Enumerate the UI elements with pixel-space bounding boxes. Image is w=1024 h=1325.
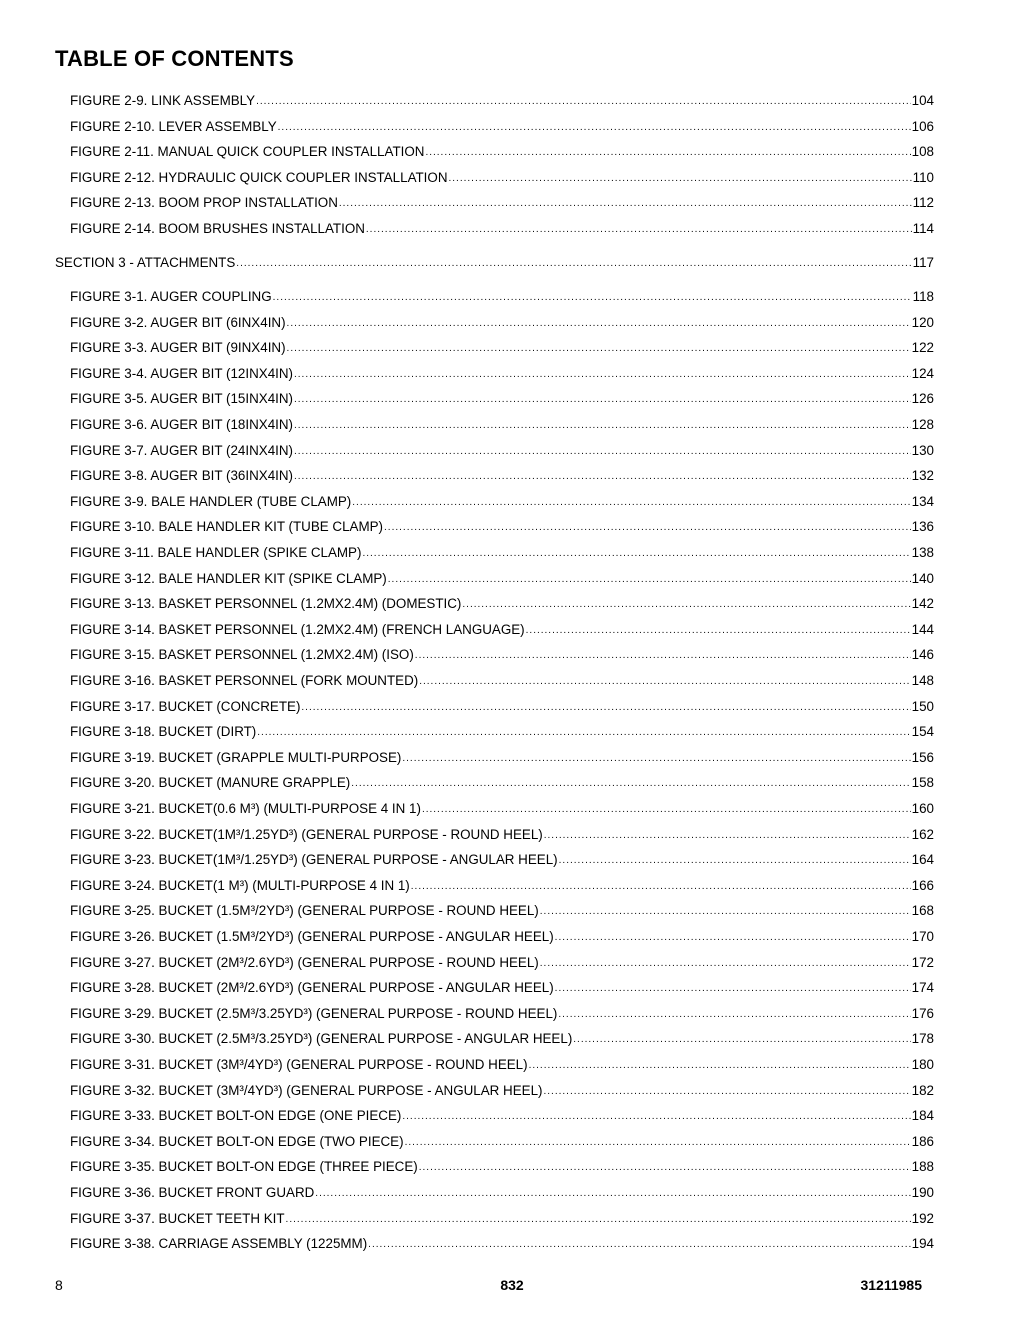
toc-entry-page: 140 — [911, 570, 934, 586]
dot-leader — [555, 928, 911, 946]
dot-leader — [278, 118, 911, 136]
toc-entry-label: FIGURE 3-26. BUCKET (1.5M³/2YD³) (GENERAL PURPOSE - ANGULAR HEEL) — [70, 929, 554, 944]
toc-entry[interactable] — [70, 877, 934, 895]
toc-entry-label: FIGURE 3-2. AUGER BIT (6INX4IN) — [70, 314, 286, 330]
toc-entry-page: 108 — [911, 144, 934, 160]
dot-leader — [540, 954, 911, 972]
page-title: TABLE OF CONTENTS — [55, 46, 294, 71]
dot-leader — [315, 1184, 910, 1202]
toc-entry[interactable] — [70, 194, 934, 212]
toc-entry-label: FIGURE 3-15. BASKET PERSONNEL (1.2MX2.4M) (ISO) — [70, 647, 414, 663]
toc-entry-page: 128 — [911, 417, 934, 432]
dot-leader — [294, 416, 911, 434]
toc-entry-page: 110 — [912, 169, 934, 185]
footer-page-number: 8 — [55, 1277, 63, 1293]
toc-entry[interactable] — [70, 1235, 934, 1253]
toc-entry-label: FIGURE 3-38. CARRIAGE ASSEMBLY (1225MM) — [70, 1236, 368, 1252]
toc-entry-label: FIGURE 3-22. BUCKET(1M³/1.25YD³) (GENERAL PURPOSE - ROUND HEEL) — [70, 826, 543, 842]
dot-leader — [351, 774, 910, 792]
toc-section-entry[interactable] — [55, 254, 934, 272]
toc-entry-label: FIGURE 3-18. BUCKET (DIRT) — [70, 724, 257, 740]
dot-leader — [352, 493, 910, 511]
toc-entry[interactable] — [70, 118, 934, 136]
toc-entry[interactable] — [70, 800, 934, 818]
toc-entry[interactable] — [70, 826, 934, 844]
toc-entry-label: FIGURE 3-27. BUCKET (2M³/2.6YD³) (GENERAL PURPOSE - ROUND HEEL) — [70, 954, 539, 970]
dot-leader — [294, 467, 911, 485]
toc-entry-page: 172 — [911, 954, 934, 970]
toc-entry-label: SECTION 3 - ATTACHMENTS — [55, 255, 236, 270]
toc-entry[interactable] — [70, 902, 934, 920]
toc-entry-page: 168 — [911, 903, 934, 919]
dot-leader — [256, 92, 911, 110]
toc-entry-label: FIGURE 2-9. LINK ASSEMBLY — [70, 93, 256, 108]
toc-entry-label: FIGURE 3-17. BUCKET (CONCRETE) — [70, 698, 301, 714]
toc-entry-page: 144 — [911, 621, 934, 637]
toc-entry-page: 178 — [911, 1031, 934, 1047]
toc-entry-label: FIGURE 3-9. BALE HANDLER (TUBE CLAMP) — [70, 493, 352, 509]
dot-leader — [573, 1030, 910, 1048]
toc-entry-page: 134 — [911, 493, 934, 509]
dot-leader — [287, 339, 911, 357]
dot-leader — [529, 1056, 911, 1074]
toc-entry-label: FIGURE 3-1. AUGER COUPLING — [70, 289, 272, 304]
toc-entry-page: 124 — [911, 365, 934, 381]
toc-entry-label: FIGURE 3-23. BUCKET(1M³/1.25YD³) (GENERAL PURPOSE - ANGULAR HEEL) — [70, 852, 558, 868]
toc-entry[interactable] — [70, 646, 934, 664]
toc-entry-label: FIGURE 3-10. BALE HANDLER KIT (TUBE CLAMP) — [70, 519, 384, 535]
toc-entry-page: 126 — [911, 391, 934, 407]
dot-leader — [273, 288, 912, 306]
toc-entry-page: 182 — [911, 1082, 934, 1098]
dot-leader — [286, 1210, 911, 1228]
toc-entry[interactable] — [70, 723, 934, 741]
toc-entry-page: 158 — [911, 775, 934, 791]
toc-entry-label: FIGURE 3-12. BALE HANDLER KIT (SPIKE CLAMP) — [70, 570, 387, 586]
dot-leader — [540, 902, 911, 920]
toc-entry[interactable] — [70, 1030, 934, 1048]
toc-entry-page: 156 — [911, 749, 934, 765]
toc-entry-page: 180 — [911, 1057, 934, 1072]
dot-leader — [419, 672, 910, 690]
dot-leader — [555, 979, 911, 997]
toc-entry-page: 162 — [911, 826, 934, 842]
dot-leader — [419, 1158, 911, 1176]
toc-entry[interactable] — [70, 570, 934, 588]
dot-leader — [425, 143, 910, 161]
toc-entry-page: 122 — [911, 340, 934, 356]
dot-leader — [339, 194, 912, 212]
toc-entry-page: 136 — [911, 519, 934, 535]
toc-entry-label: FIGURE 3-5. AUGER BIT (15INX4IN) — [70, 391, 293, 407]
toc-entry[interactable] — [70, 698, 934, 716]
dot-leader — [558, 1005, 910, 1023]
toc-entry[interactable] — [70, 169, 934, 187]
dot-leader — [368, 1235, 910, 1253]
toc-entry-page: 104 — [911, 93, 934, 108]
dot-leader — [384, 518, 911, 536]
toc-entry-label: FIGURE 3-11. BALE HANDLER (SPIKE CLAMP) — [70, 545, 362, 560]
toc-entry-page: 150 — [911, 698, 934, 714]
dot-leader — [405, 1133, 911, 1151]
dot-leader — [411, 877, 911, 895]
toc-entry[interactable] — [70, 672, 934, 690]
toc-entry[interactable] — [70, 544, 934, 562]
toc-entry[interactable] — [70, 416, 934, 434]
toc-entry-page: 192 — [911, 1210, 934, 1226]
toc-entry[interactable] — [70, 143, 934, 161]
dot-leader — [544, 826, 911, 844]
toc-entry[interactable] — [70, 954, 934, 972]
toc-entry[interactable] — [70, 749, 934, 767]
toc-entry[interactable] — [70, 442, 934, 460]
footer-center-number: 832 — [500, 1277, 524, 1293]
toc-entry-label: FIGURE 3-21. BUCKET(0.6 M³) (MULTI-PURPOSE 4 IN 1) — [70, 801, 421, 816]
toc-entry-page: 148 — [911, 673, 934, 688]
toc-entry[interactable] — [70, 339, 934, 357]
toc-entry-page: 174 — [911, 980, 934, 996]
toc-entry-label: FIGURE 2-10. LEVER ASSEMBLY — [70, 118, 277, 134]
toc-entry-page: 184 — [911, 1108, 934, 1124]
toc-entry-page: 176 — [911, 1005, 934, 1021]
dot-leader — [449, 169, 912, 187]
toc-entry[interactable] — [70, 1184, 934, 1202]
toc-entry[interactable] — [70, 288, 934, 306]
toc-entry-page: 146 — [911, 647, 934, 663]
toc-entry-page: 166 — [911, 877, 934, 893]
toc-entry-label: FIGURE 3-3. AUGER BIT (9INX4IN) — [70, 340, 286, 356]
toc-entry-label: FIGURE 3-19. BUCKET (GRAPPLE MULTI-PURPOSE) — [70, 749, 402, 765]
toc-entry-page: 164 — [911, 852, 934, 868]
dot-leader — [462, 595, 910, 613]
toc-entry-page: 194 — [911, 1236, 934, 1252]
toc-entry-label: FIGURE 3-33. BUCKET BOLT-ON EDGE (ONE PIECE) — [70, 1108, 402, 1124]
toc-entry-page: 138 — [911, 545, 934, 560]
toc-entry[interactable] — [70, 1056, 934, 1074]
toc-entry[interactable] — [70, 92, 934, 110]
toc-entry-label: FIGURE 3-4. AUGER BIT (12INX4IN) — [70, 365, 293, 381]
dot-leader — [301, 698, 910, 716]
toc-entry[interactable] — [70, 1210, 934, 1228]
toc-entry-label: FIGURE 3-28. BUCKET (2M³/2.6YD³) (GENERAL PURPOSE - ANGULAR HEEL) — [70, 980, 554, 996]
toc-entry-label: FIGURE 3-6. AUGER BIT (18INX4IN) — [70, 417, 293, 432]
toc-entry[interactable] — [70, 774, 934, 792]
toc-entry-label: FIGURE 3-25. BUCKET (1.5M³/2YD³) (GENERAL PURPOSE - ROUND HEEL) — [70, 903, 539, 919]
toc-entry-label: FIGURE 3-14. BASKET PERSONNEL (1.2MX2.4M) (FRENCH LANGUAGE) — [70, 621, 525, 637]
toc-entry-page: 114 — [912, 221, 934, 236]
dot-leader — [294, 390, 911, 408]
toc-entry[interactable] — [70, 1005, 934, 1023]
toc-entry-page: 132 — [911, 468, 934, 484]
dot-leader — [415, 646, 911, 664]
dot-leader — [366, 220, 912, 238]
dot-leader — [236, 254, 911, 272]
toc-entry[interactable] — [70, 365, 934, 383]
toc-entry-page: 118 — [912, 289, 934, 304]
toc-entry-label: FIGURE 3-37. BUCKET TEETH KIT — [70, 1210, 285, 1226]
dot-leader — [257, 723, 910, 741]
toc-entry-label: FIGURE 3-7. AUGER BIT (24INX4IN) — [70, 442, 293, 458]
toc-entry-label: FIGURE 3-13. BASKET PERSONNEL (1.2MX2.4M) (DOMESTIC) — [70, 596, 462, 612]
toc-entry-page: 160 — [911, 801, 934, 816]
toc-entry-label: FIGURE 3-20. BUCKET (MANURE GRAPPLE) — [70, 775, 351, 791]
toc-entry-label: FIGURE 3-31. BUCKET (3M³/4YD³) (GENERAL PURPOSE - ROUND HEEL) — [70, 1057, 528, 1072]
toc-entry[interactable] — [70, 1133, 934, 1151]
toc-entry[interactable] — [70, 1158, 934, 1176]
toc-entry[interactable] — [70, 928, 934, 946]
toc-entry[interactable] — [70, 518, 934, 536]
toc-entry-page: 186 — [911, 1133, 934, 1149]
toc-entry-page: 117 — [912, 255, 934, 270]
dot-leader — [287, 314, 911, 332]
toc-entry-label: FIGURE 2-14. BOOM BRUSHES INSTALLATION — [70, 221, 365, 236]
toc-entry[interactable] — [70, 220, 934, 238]
dot-leader — [402, 749, 910, 767]
toc-entry[interactable] — [70, 493, 934, 511]
toc-entry[interactable] — [70, 595, 934, 613]
toc-entry-label: FIGURE 2-12. HYDRAULIC QUICK COUPLER INSTALLATION — [70, 169, 448, 185]
dot-leader — [388, 570, 911, 588]
toc-entry-label: FIGURE 2-13. BOOM PROP INSTALLATION — [70, 195, 338, 211]
toc-entry-label: FIGURE 3-24. BUCKET(1 M³) (MULTI-PURPOSE 4 IN 1) — [70, 877, 410, 893]
toc-entry[interactable] — [70, 851, 934, 869]
toc-entry-label: FIGURE 3-30. BUCKET (2.5M³/3.25YD³) (GENERAL PURPOSE - ANGULAR HEEL) — [70, 1031, 573, 1047]
toc-entry-label: FIGURE 3-35. BUCKET BOLT-ON EDGE (THREE PIECE) — [70, 1159, 418, 1175]
toc-entry-page: 188 — [911, 1159, 934, 1175]
dot-leader — [362, 544, 910, 562]
toc-entry-page: 142 — [911, 596, 934, 612]
footer-document-number: 31211985 — [860, 1277, 922, 1293]
toc-entry-page: 190 — [911, 1185, 934, 1200]
toc-entry-page: 112 — [912, 195, 934, 211]
toc-entry-label: FIGURE 3-36. BUCKET FRONT GUARD — [70, 1185, 315, 1200]
toc-entry-label: FIGURE 3-29. BUCKET (2.5M³/3.25YD³) (GENERAL PURPOSE - ROUND HEEL) — [70, 1005, 558, 1021]
toc-entry[interactable] — [70, 1082, 934, 1100]
dot-leader — [294, 365, 911, 383]
toc-entry[interactable] — [70, 1107, 934, 1125]
dot-leader — [544, 1082, 911, 1100]
toc-entry-page: 154 — [911, 724, 934, 740]
toc-entry[interactable] — [70, 390, 934, 408]
toc-entry[interactable] — [70, 467, 934, 485]
toc-entry[interactable] — [70, 314, 934, 332]
toc-entry-label: FIGURE 2-11. MANUAL QUICK COUPLER INSTALLATION — [70, 144, 425, 160]
toc-entry-page: 106 — [911, 118, 934, 134]
dot-leader — [559, 851, 911, 869]
dot-leader — [294, 442, 911, 460]
dot-leader — [526, 621, 911, 639]
dot-leader — [402, 1107, 910, 1125]
toc-entry-label: FIGURE 3-32. BUCKET (3M³/4YD³) (GENERAL PURPOSE - ANGULAR HEEL) — [70, 1082, 543, 1098]
toc-entry-page: 170 — [911, 929, 934, 944]
dot-leader — [422, 800, 911, 818]
toc-entry-page: 120 — [911, 314, 934, 330]
toc-entry[interactable] — [70, 621, 934, 639]
toc-entry[interactable] — [70, 979, 934, 997]
toc-entry-label: FIGURE 3-16. BASKET PERSONNEL (FORK MOUNTED) — [70, 673, 419, 688]
toc-entry-label: FIGURE 3-8. AUGER BIT (36INX4IN) — [70, 468, 293, 484]
toc-entry-page: 130 — [911, 442, 934, 458]
toc-entry-label: FIGURE 3-34. BUCKET BOLT-ON EDGE (TWO PIECE) — [70, 1133, 404, 1149]
